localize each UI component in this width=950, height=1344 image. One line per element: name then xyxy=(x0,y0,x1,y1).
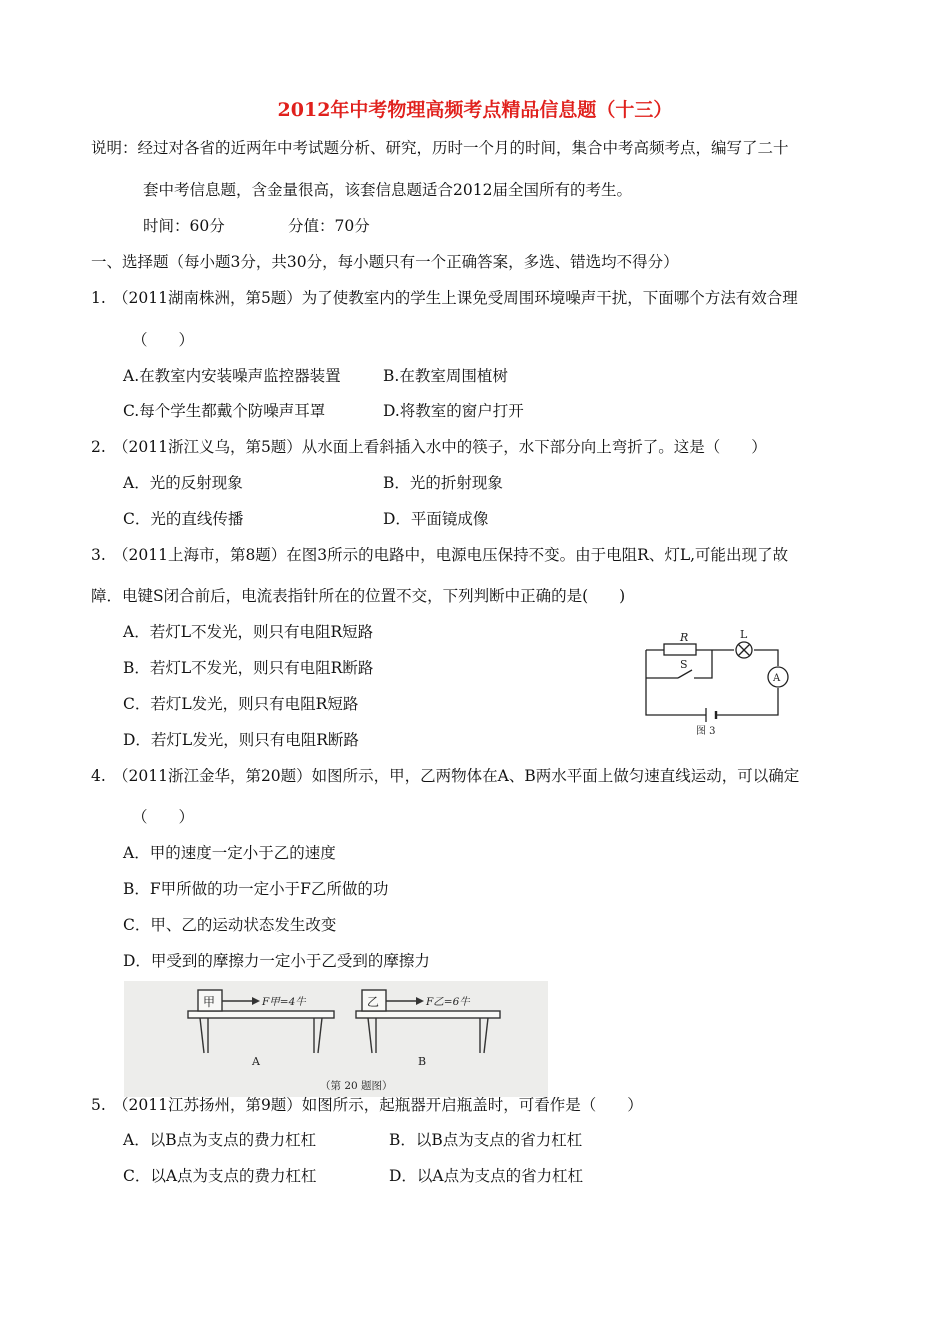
question-2-option-a: A．光的反射现象 xyxy=(123,474,243,492)
question-3-stem: （2011上海市，第8题）在图3所示的电路中，电源电压保持不变。由于电阻R、灯L,可能出现了故 xyxy=(113,546,789,564)
resistor-r xyxy=(664,644,696,655)
exam-time: 时间：60分 xyxy=(143,217,225,235)
question-number: 2. xyxy=(91,438,106,456)
label-r: R xyxy=(680,631,689,644)
question-5-option-b: B．以B点为支点的省力杠杠 xyxy=(389,1131,583,1149)
question-4-blank: （ ） xyxy=(132,808,195,826)
block-yi-label: 乙 xyxy=(367,995,380,1009)
question-4-option-c: C．甲、乙的运动状态发生改变 xyxy=(123,916,337,934)
question-1-option-c: C.每个学生都戴个防噪声耳罩 xyxy=(123,402,326,420)
question-number: 3. xyxy=(91,546,106,564)
question-4-option-a: A．甲的速度一定小于乙的速度 xyxy=(123,844,336,862)
question-2-option-c: C．光的直线传播 xyxy=(123,510,244,528)
question-5-option-d: D．以A点为支点的省力杠杠 xyxy=(389,1167,584,1185)
page-title: 2012年中考物理高频考点精品信息题（十三） xyxy=(277,99,673,121)
force-jia-label: F甲=4牛 xyxy=(262,996,306,1008)
surface-b-label: B xyxy=(418,1055,427,1068)
question-1-blank: （ ） xyxy=(132,331,195,349)
switch-s xyxy=(678,670,692,678)
question-5-option-c: C．以A点为支点的费力杠杠 xyxy=(123,1167,317,1185)
question-5-option-a: A．以B点为支点的费力杠杠 xyxy=(123,1131,317,1149)
tables-force-figure-20 xyxy=(124,981,548,1097)
question-2-stem: （2011浙江义乌，第5题）从水面上看斜插入水中的筷子，水下部分向上弯折了。这是（ ） xyxy=(113,438,767,456)
exam-score: 分值：70分 xyxy=(288,217,370,235)
question-3-option-d: D．若灯L发光，则只有电阻R断路 xyxy=(123,731,359,749)
figure-3-caption: 图 3 xyxy=(696,726,716,737)
question-4-stem: （2011浙江金华，第20题）如图所示，甲，乙两物体在A、B两水平面上做匀速直线运动，可以确定 xyxy=(113,767,800,785)
block-jia-label: 甲 xyxy=(203,995,216,1009)
question-1-option-b: B.在教室周围植树 xyxy=(383,367,508,385)
intro-line-1: 说明：经过对各省的近两年中考试题分析、研究，历时一个月的时间，集合中考高频考点，编写了二十 xyxy=(91,139,789,157)
question-4-option-d: D．甲受到的摩擦力一定小于乙受到的摩擦力 xyxy=(123,952,430,970)
intro-line-2: 套中考信息题，含金量很高，该套信息题适合2012届全国所有的考生。 xyxy=(143,181,632,199)
question-5-stem: （2011江苏扬州，第9题）如图所示，起瓶器开启瓶盖时，可看作是（ ） xyxy=(113,1096,643,1114)
section-heading: 一、选择题（每小题3分，共30分，每小题只有一个正确答案，多选、错选均不得分） xyxy=(91,253,679,271)
question-2-option-d: D．平面镜成像 xyxy=(383,510,489,528)
question-number: 1. xyxy=(91,289,106,307)
question-1-stem: （2011湖南株洲，第5题）为了使教室内的学生上课免受周围环境噪声干扰，下面哪个方法有效合理 xyxy=(113,289,798,307)
force-yi-label: F乙=6牛 xyxy=(426,996,470,1008)
question-3-option-b: B．若灯L不发光，则只有电阻R断路 xyxy=(123,659,374,677)
label-s: S xyxy=(680,658,688,671)
label-l: L xyxy=(740,630,748,641)
question-number: 5. xyxy=(91,1096,106,1114)
figure-20-caption: （第 20 题图） xyxy=(320,1080,393,1092)
question-4-option-b: B．F甲所做的功一定小于F乙所做的功 xyxy=(123,880,389,898)
question-3-option-c: C．若灯L发光，则只有电阻R短路 xyxy=(123,695,359,713)
question-number: 4. xyxy=(91,767,106,785)
surface-a-label: A xyxy=(252,1055,260,1068)
question-3-stem-cont: 障．电键S闭合前后，电流表指针所在的位置不交，下列判断中正确的是( ) xyxy=(91,587,626,605)
question-1-option-a: A.在教室内安装噪声监控器装置 xyxy=(123,367,341,385)
question-1-option-d: D.将教室的窗户打开 xyxy=(383,402,524,420)
question-2-option-b: B．光的折射现象 xyxy=(383,474,503,492)
question-3-option-a: A．若灯L不发光，则只有电阻R短路 xyxy=(123,623,374,641)
circuit-diagram-figure-3 xyxy=(636,630,796,740)
label-ammeter: A xyxy=(773,673,781,684)
